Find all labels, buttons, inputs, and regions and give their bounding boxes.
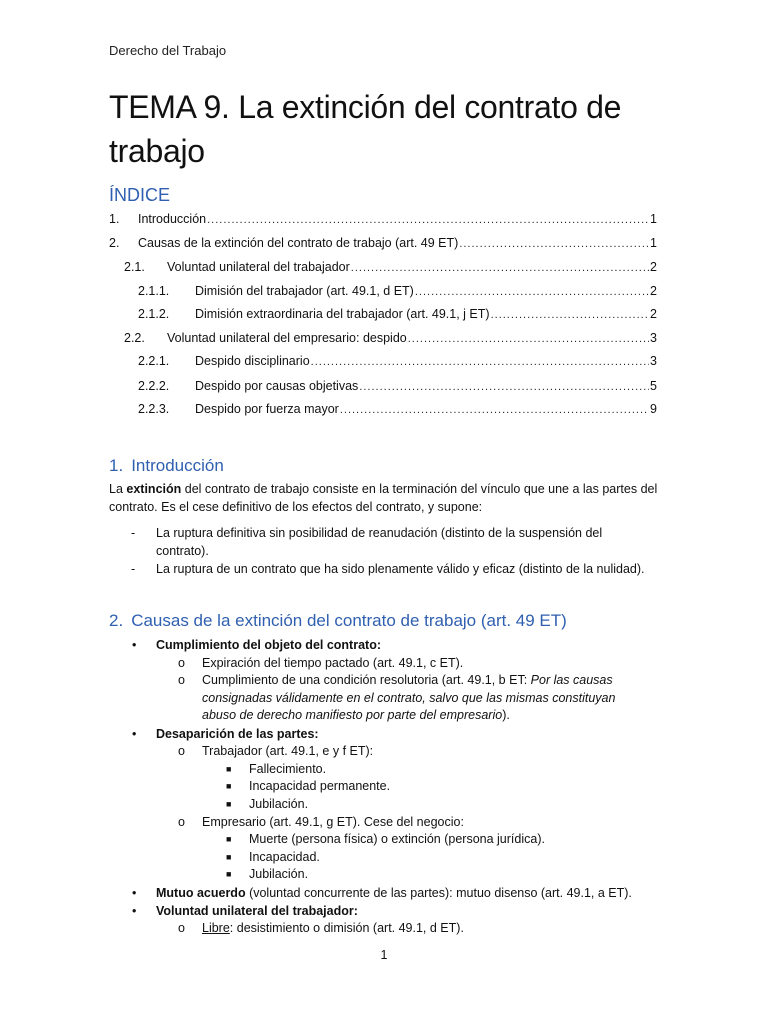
toc-entry[interactable]	[138, 375, 657, 393]
toc-label: Dimisión extraordinaria del trabajador (art. 49.1, j ET)	[195, 307, 490, 321]
toc-label: Dimisión del trabajador (art. 49.1, d ET)	[195, 284, 414, 298]
toc-label: Voluntad unilateral del empresario: despido	[167, 331, 407, 345]
toc-page: 3	[650, 331, 657, 345]
toc-entry[interactable]	[109, 232, 657, 250]
toc-leader	[459, 238, 649, 250]
toc-number: 2.1.	[124, 260, 145, 274]
list-item: ■ Jubilación.	[226, 866, 308, 884]
intro-paragraph: La extinción del contrato de trabajo consiste en la terminación del vínculo que une a las partes del contrato. Es el cese definitivo de los efectos del contrato, y supone:	[109, 482, 658, 514]
list-item: ■ Incapacidad permanente.	[226, 778, 390, 796]
bold-term: extinción	[126, 482, 182, 496]
list-item: o Trabajador (art. 49.1, e y f ET):	[178, 743, 373, 761]
toc-number: 2.1.2.	[138, 307, 170, 321]
toc-number: 2.2.2.	[138, 379, 170, 393]
toc-entry[interactable]	[138, 398, 657, 416]
toc-label: Despido por causas objetivas	[195, 379, 359, 393]
square-marker: ■	[226, 834, 232, 844]
toc-page: 1	[650, 236, 657, 250]
square-marker: ■	[226, 869, 232, 879]
list-item: ■ Jubilación.	[226, 796, 308, 814]
toc-leader	[340, 404, 649, 416]
toc-page: 9	[650, 402, 657, 416]
toc-leader	[351, 262, 649, 274]
toc-page: 1	[650, 212, 657, 226]
list-item: - La ruptura definitiva sin posibilidad de reanudación (distinto de la suspensión del contrato).	[131, 526, 603, 558]
toc-number: 2.2.	[124, 331, 145, 345]
page-title: TEMA 9. La extinción del contrato de trabajo	[109, 89, 622, 169]
toc-heading: ÍNDICE	[109, 185, 171, 205]
toc-entry[interactable]	[124, 327, 657, 345]
square-marker: ■	[226, 764, 232, 774]
toc-number: 1.	[109, 212, 120, 226]
dash-marker: -	[131, 562, 136, 576]
list-item: ■ Muerte (persona física) o extinción (persona jurídica).	[226, 831, 545, 849]
toc-entry[interactable]	[124, 256, 657, 274]
circle-marker: o	[178, 815, 185, 829]
section-heading	[109, 611, 567, 631]
list-item: ■ Incapacidad.	[226, 849, 320, 867]
toc-leader	[415, 286, 649, 298]
bullet-marker: •	[132, 904, 137, 918]
bullet-marker: •	[132, 638, 137, 652]
square-marker: ■	[226, 781, 232, 791]
dash-marker: -	[131, 526, 136, 540]
square-marker: ■	[226, 799, 232, 809]
toc-number: 2.2.1.	[138, 354, 170, 368]
page-number: 1	[380, 948, 388, 962]
toc-page: 2	[650, 307, 657, 321]
list-item: • Mutuo acuerdo (voluntad concurrente de las partes): mutuo disenso (art. 49.1, a ET).	[132, 885, 632, 903]
bullet-marker: •	[132, 886, 137, 900]
toc-leader	[311, 356, 649, 368]
toc-leader	[491, 309, 649, 321]
section-title: Causas de la extinción del contrato de trabajo (art. 49 ET)	[131, 611, 567, 630]
list-item: • Cumplimiento del objeto del contrato:	[132, 637, 381, 655]
toc-leader	[408, 333, 649, 345]
section-title: Introducción	[131, 456, 224, 475]
toc-label: Despido por fuerza mayor	[195, 402, 339, 416]
list-item: • Desaparición de las partes:	[132, 726, 319, 744]
section-number: 1.	[109, 456, 124, 475]
toc-label: Despido disciplinario	[195, 354, 310, 368]
toc-page: 2	[650, 284, 657, 298]
toc-number: 2.2.3.	[138, 402, 170, 416]
toc-leader	[207, 214, 649, 226]
list-item: - La ruptura de un contrato que ha sido plenamente válido y eficaz (distinto de la nulidad).	[131, 562, 645, 576]
toc-label: Causas de la extinción del contrato de trabajo (art. 49 ET)	[138, 236, 459, 250]
list-item: o Cumplimiento de una condición resolutoria (art. 49.1, b ET: Por las causas consignadas válidamente en el contrato, salvo que las mismas constituyan abuso de derecho manifiesto por parte del empresario).	[178, 673, 616, 722]
running-header: Derecho del Trabajo	[109, 43, 227, 58]
list-item: o Expiración del tiempo pactado (art. 49.1, c ET).	[178, 655, 463, 673]
toc-number: 2.	[109, 236, 120, 250]
circle-marker: o	[178, 656, 185, 670]
toc-page: 5	[650, 379, 657, 393]
circle-marker: o	[178, 673, 185, 687]
toc-label: Voluntad unilateral del trabajador	[167, 260, 350, 274]
toc-entry[interactable]	[138, 303, 657, 321]
list-item: • Voluntad unilateral del trabajador:	[132, 903, 358, 921]
toc-leader	[359, 381, 649, 393]
square-marker: ■	[226, 852, 232, 862]
toc-entry[interactable]	[138, 350, 657, 368]
list-item: ■ Fallecimiento.	[226, 761, 326, 779]
toc-entry[interactable]	[109, 208, 657, 226]
toc-label: Introducción	[138, 212, 207, 226]
toc-number: 2.1.1.	[138, 284, 170, 298]
circle-marker: o	[178, 921, 185, 935]
toc-page: 2	[650, 260, 657, 274]
toc-entry[interactable]	[138, 280, 657, 298]
section-number: 2.	[109, 611, 124, 630]
list-item: o Empresario (art. 49.1, g ET). Cese del negocio:	[178, 814, 464, 832]
bullet-marker: •	[132, 727, 137, 741]
toc-page: 3	[650, 354, 657, 368]
section-heading	[109, 456, 224, 476]
circle-marker: o	[178, 744, 185, 758]
list-item: o Libre: desistimiento o dimisión (art. 49.1, d ET).	[178, 920, 464, 938]
